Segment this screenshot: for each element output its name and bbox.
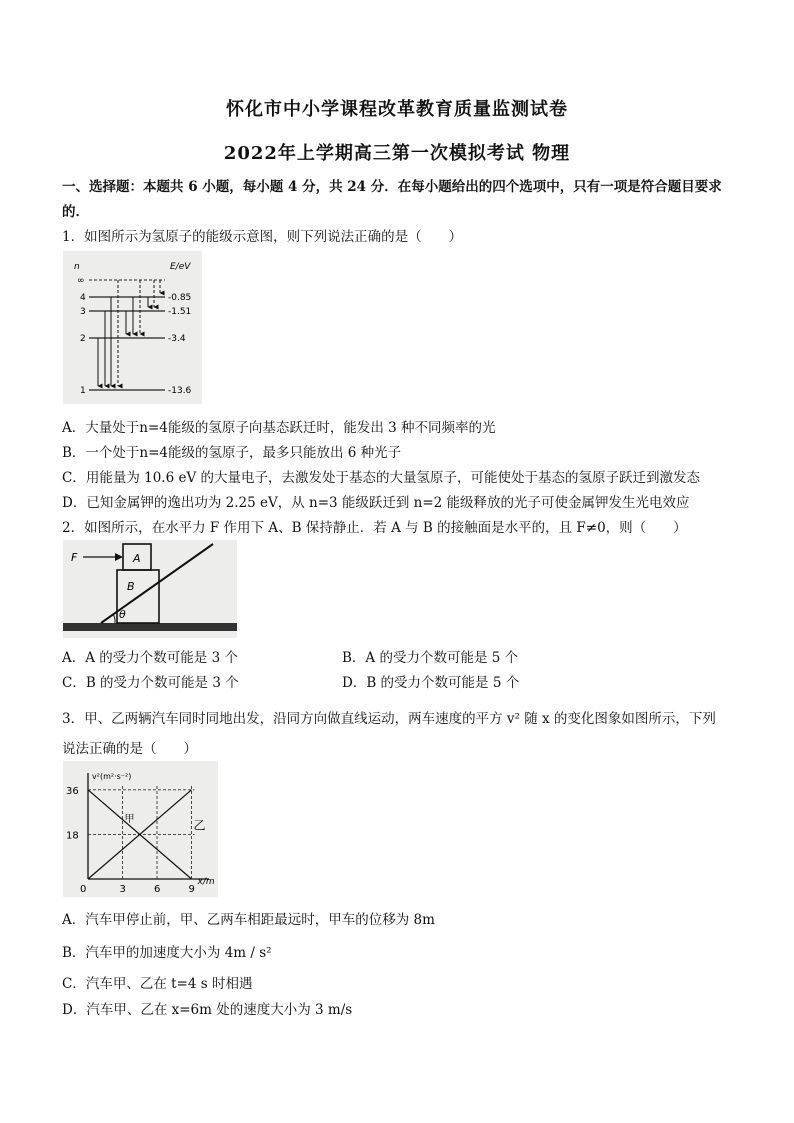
q2-option-c: C．B 的受力个数可能是 3 个: [62, 675, 239, 691]
block-b-label: B: [127, 580, 135, 593]
y-tick-label: 36: [66, 785, 79, 797]
x-tick-label: 3: [119, 884, 126, 895]
q2-option-d: D．B 的受力个数可能是 5 个: [342, 675, 520, 691]
angle-label: θ: [119, 608, 126, 621]
level-2-n: 2: [80, 334, 86, 344]
q1-option-c: C．用能量为 10.6 eV 的大量电子，去激发处于基态的大量氢原子，可能使处于基态的氢原子跃迁到激发态: [62, 470, 700, 486]
level-1-n: 1: [80, 386, 86, 396]
x-tick-label: 9: [188, 884, 195, 895]
q1-option-b: B．一个处于n=4能级的氢原子，最多只能放出 6 种光子: [62, 445, 402, 461]
y-tick-label: 18: [66, 830, 79, 842]
q3-stem: 3．甲、乙两辆汽车同时同地出发，沿同方向做直线运动，两车速度的平方 v² 随 x 的变化图象如图所示，下列: [62, 711, 716, 727]
series-label-jia: 甲: [124, 814, 135, 825]
block-a-label: A: [133, 552, 141, 565]
x-tick-label: 0: [80, 884, 87, 895]
level-3-n: 3: [80, 307, 86, 317]
q3-option-b: B．汽车甲的加速度大小为 4m / s²: [62, 945, 272, 961]
x-axis-label: x/m: [197, 877, 215, 887]
n-axis-label: n: [74, 262, 80, 272]
q3-option-c: C．汽车甲、乙在 t=4 s 时相遇: [62, 976, 253, 992]
section-heading-cont: 的．: [62, 204, 89, 220]
incline-blocks-diagram: [63, 540, 237, 638]
force-label: F: [71, 551, 78, 564]
q3-stem-cont: 说法正确的是（ ）: [62, 741, 197, 757]
q3-option-d: D．汽车甲、乙在 x=6m 处的速度大小为 3 m/s: [62, 1002, 353, 1018]
x-tick-label: 6: [154, 884, 161, 895]
level-3-energy: -1.51: [168, 307, 192, 317]
exam-subtitle: 2022年上学期高三第一次模拟考试 物理: [223, 143, 571, 164]
ground: [63, 623, 237, 631]
level-1-energy: -13.6: [168, 386, 192, 396]
exam-title: 怀化市中小学课程改革教育质量监测试卷: [226, 99, 568, 120]
v2-x-chart-svg: [63, 761, 218, 897]
q2-stem: 2．如图所示，在水平力 F 作用下 A、B 保持静止．若 A 与 B 的接触面是水平的，且 F≠0，则（ ）: [62, 520, 687, 536]
q2-option-b: B．A 的受力个数可能是 5 个: [342, 650, 519, 666]
level-4-n: 4: [80, 293, 86, 303]
energy-axis-label: E/eV: [170, 262, 191, 272]
q1-option-a: A．大量处于n=4能级的氢原子向基态跃迁时，能发出 3 种不同频率的光: [62, 420, 496, 436]
level-inf-n: ∞: [77, 276, 85, 286]
series-label-yi: 乙: [193, 818, 206, 833]
v2-x-graph: [63, 761, 218, 897]
energy-level-diagram: [63, 251, 202, 404]
q1-stem: 1．如图所示为氢原子的能级示意图，则下列说法正确的是（ ）: [62, 229, 463, 245]
level-4-energy: -0.85: [168, 293, 192, 303]
level-2-energy: -3.4: [168, 334, 186, 344]
q2-option-a: A．A 的受力个数可能是 3 个: [62, 650, 238, 666]
y-axis-label: v²(m²·s⁻²): [92, 772, 132, 781]
section-heading: 一、选择题：本题共 6 小题，每小题 4 分，共 24 分．在每小题给出的四个选项中，只有一项是符合题目要求: [62, 179, 722, 195]
q1-option-d: D．已知金属钾的逸出功为 2.25 eV，从 n=3 能级跃迁到 n=2 能级释放的光子可使金属钾发生光电效应: [62, 495, 690, 511]
q3-option-a: A．汽车甲停止前，甲、乙两车相距最远时，甲车的位移为 8m: [62, 912, 435, 928]
